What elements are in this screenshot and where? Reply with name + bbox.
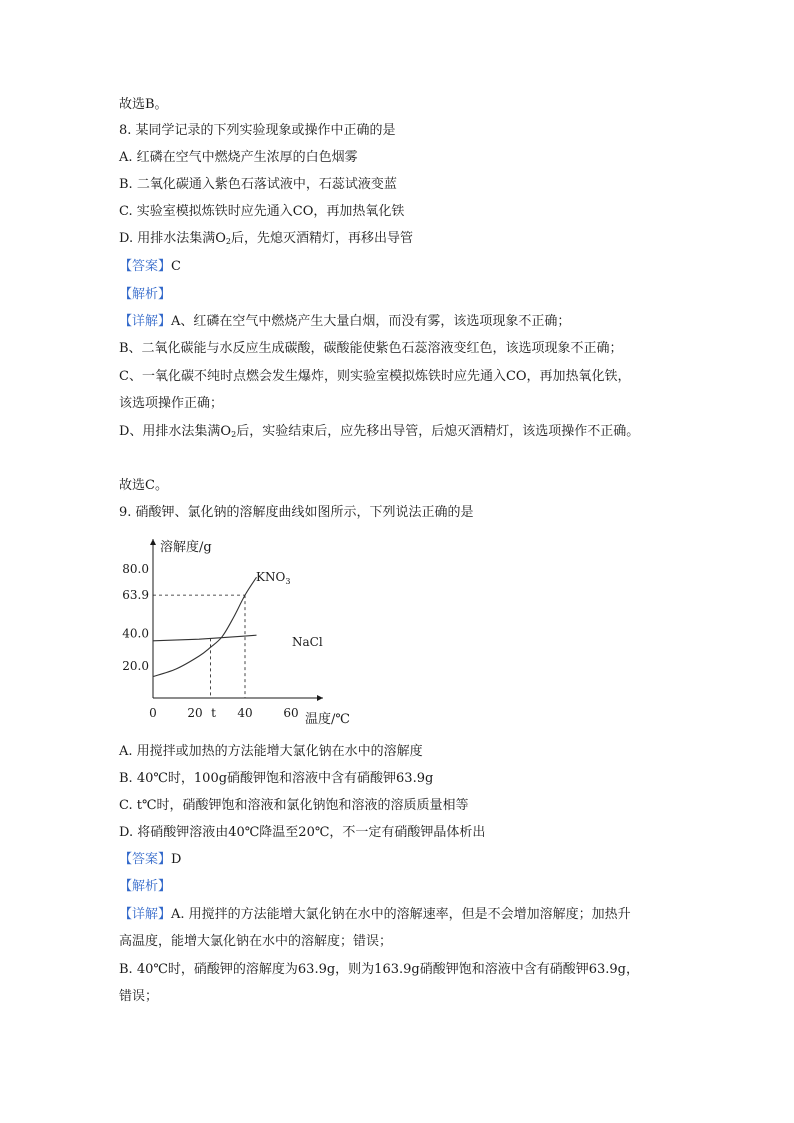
q8-option-d-post: 后，先熄灭酒精灯，再移出导管 (230, 231, 413, 246)
series-label-nacl: NaCl (292, 635, 323, 649)
q8-answer (119, 258, 181, 276)
q8-option-b: B. 二氧化碳通入紫色石落试液中，石蕊试液变蓝 (119, 177, 397, 192)
q8-analysis-tag: 【解析】 (119, 287, 172, 302)
x-tick-label: t (211, 706, 216, 720)
q8-option-d (119, 230, 413, 251)
solubility-chart (122, 532, 370, 732)
q8-detail-c1: C、一氧化碳不纯时点燃会发生爆炸，则实验室模拟炼铁时应先通入CO，再加热氧化铁， (119, 369, 631, 384)
x-tick-label: 40 (237, 706, 253, 720)
q9-option-b: B. 40℃时，100g硝酸钾饱和溶液中含有硝酸钾63.9g (119, 771, 434, 786)
q8-answer-tag: 【答案】 (119, 259, 172, 274)
q8-detail-tag: 【详解】 (119, 314, 172, 329)
q8-option-d-pre: D. 用排水法集满O (119, 231, 226, 246)
x-tick-label: 20 (187, 706, 203, 720)
q8-detail-a (119, 313, 570, 331)
q9-option-c: C. t℃时，硝酸钾饱和溶液和氯化钠饱和溶液的溶质质量相等 (119, 798, 469, 813)
q9-detail-a1 (119, 906, 631, 924)
q9-detail-a1-text: A. 用搅拌的方法能增大氯化钠在水中的溶解速率，但是不会增加溶解度；加热升 (171, 907, 631, 922)
q8-detail-d-post: 后，实验结束后，应先移出导管，后熄灭酒精灯，该选项操作不正确。 (236, 424, 640, 439)
q9-option-a: A. 用搅拌或加热的方法能增大氯化钠在水中的溶解度 (119, 744, 423, 759)
q8-option-a: A. 红磷在空气中燃烧产生浓厚的白色烟雾 (119, 150, 358, 165)
q8-detail-d-pre: D、用排水法集满O (119, 424, 232, 439)
q9-detail-b1: B. 40℃时，硝酸钾的溶解度为63.9g，则为163.9g硝酸钾饱和溶液中含有硝酸钾63.9g， (119, 962, 639, 977)
q8-detail-b: B、二氧化碳能与水反应生成碳酸，碳酸能使紫色石蕊溶液变红色，该选项现象不正确； (119, 341, 623, 356)
series-line-kno3 (153, 577, 257, 676)
q9-detail-tag: 【详解】 (119, 907, 172, 922)
y-tick-label: 20.0 (122, 658, 149, 673)
series-label-kno3: $KNO_3$ (256, 570, 291, 586)
q8-conclusion: 故选C。 (119, 478, 168, 493)
q8-detail-d-sub: 2 (231, 430, 237, 439)
q9-answer (119, 851, 181, 869)
q8-detail-c2: 该选项操作正确； (119, 396, 224, 411)
x-axis-label: 温度/℃ (305, 712, 350, 727)
q9-answer-value: D (171, 852, 182, 867)
q8-detail-a-text: A、红磷在空气中燃烧产生大量白烟，而没有雾，该选项现象不正确； (171, 314, 571, 329)
q9-analysis-tag: 【解析】 (119, 879, 172, 894)
q9-detail-a2: 高温度，能增大氯化钠在水中的溶解度；错误； (119, 934, 393, 949)
series-line-nacl (153, 635, 257, 641)
y-tick-label: 80.0 (122, 562, 149, 577)
y-tick-label: 63.9 (122, 588, 149, 603)
q7-conclusion: 故选B。 (119, 97, 168, 112)
y-axis-label: 溶解度/g (160, 540, 212, 555)
q8-stem: 8. 某同学记录的下列实验现象或操作中正确的是 (119, 123, 396, 138)
q9-option-d: D. 将硝酸钾溶液由40℃降温至20℃，不一定有硝酸钾晶体析出 (119, 825, 486, 840)
x-tick-label: 60 (283, 706, 299, 720)
q8-option-d-sub: 2 (225, 237, 231, 246)
q8-answer-value: C (171, 259, 181, 274)
q8-option-c: C. 实验室模拟炼铁时应先通入CO，再加热氧化铁 (119, 204, 405, 219)
q9-stem: 9. 硝酸钾、氯化钠的溶解度曲线如图所示，下列说法正确的是 (119, 505, 474, 520)
x-tick-label: 0 (149, 706, 157, 720)
q8-detail-d (119, 423, 639, 444)
q9-detail-b2: 错误； (119, 989, 159, 1004)
y-tick-label: 40.0 (122, 626, 149, 641)
q9-answer-tag: 【答案】 (119, 852, 172, 867)
